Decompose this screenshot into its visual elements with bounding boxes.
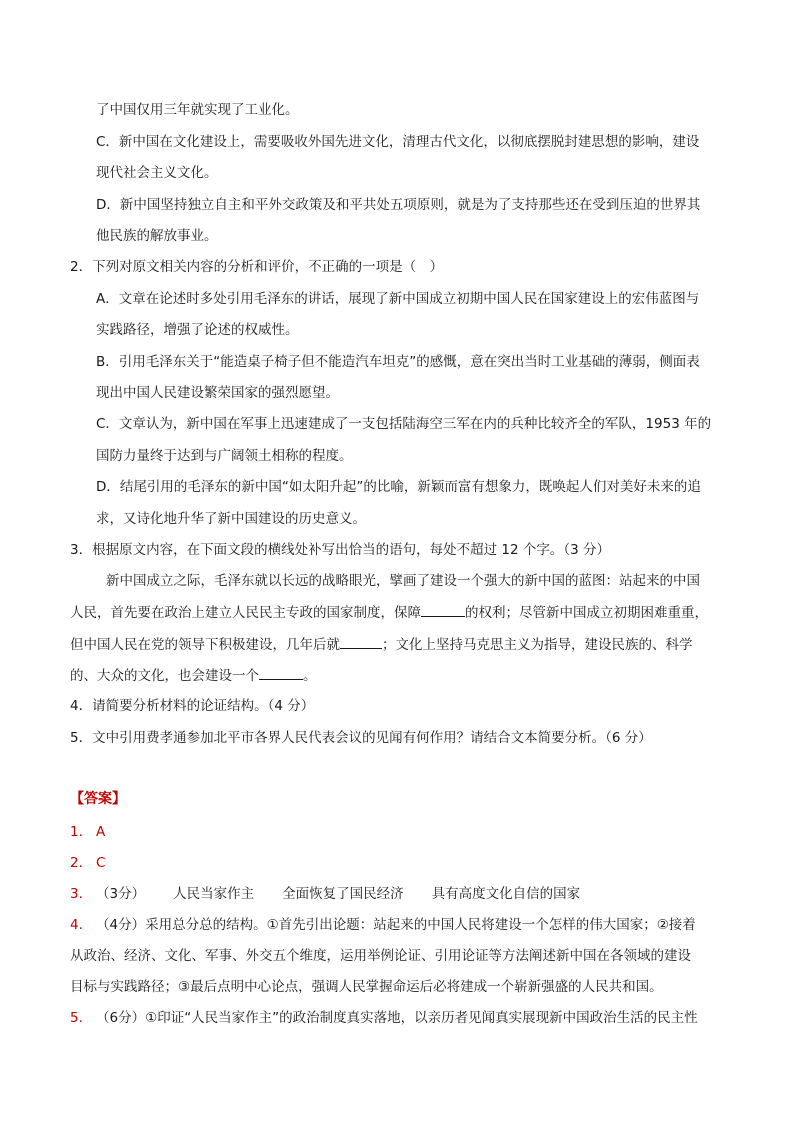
q3-passage-line3-a: 但中国人民在党的领导下积极建设，几年后就 [70,637,340,653]
answer-2-number: 2. [70,855,83,871]
q1-option-b-end: 了中国仅用三年就实现了工业化。 [96,102,299,118]
q3-passage-line2-a: 人民，首先要在政治上建立人民民主专政的国家制度，保障 [70,605,421,621]
answer-4-text-line3: 目标与实践路径；③最后点明中心论点，强调人民掌握命运后必将建成一个崭新强盛的人民共和国。 [70,979,663,995]
q2-option-d-line1: D．结尾引用的毛泽东的新中国“如太阳升起”的比喻，新颖而富有想象力，既唤起人们对美好未来的追 [96,479,701,495]
q5-stem: 5．文中引用费孝通参加北平市各界人民代表会议的见闻有何作用？请结合文本简要分析。（6 分） [70,730,652,746]
answer-2-value: C [96,855,106,871]
q3-passage-line3-b: ；文化上坚持马克思主义为指导，建设民族的、科学 [382,637,693,653]
answer-1-value: A [96,824,106,840]
q3-passage-line2 [70,602,708,623]
q3-passage-line4 [70,665,317,686]
q1-option-d-line1: D．新中国坚持独立自主和平外交政策及和平共处五项原则，就是为了支持那些还在受到压迫的世界其 [96,197,701,213]
q3-blank-2[interactable] [340,634,382,649]
answer-1 [70,822,105,842]
q1-option-c-line2: 现代社会主义文化。 [96,165,218,181]
answer-5-number: 5. [70,1010,83,1026]
q2-option-d-line2: 求，又诗化地升华了新中国建设的历史意义。 [96,511,366,527]
q3-passage-line2-b: 的权利；尽管新中国成立初期困难重重， [465,605,708,621]
answer-4-number: 4. [70,917,83,933]
answer-heading: 【答案】 [70,791,126,807]
answer-3-score: （3分） [96,886,146,902]
answer-4-text-line2: 从政治、经济、文化、军事、外交五个维度，运用举例论证、引用论证等方法阐述新中国在各领域的建设 [70,948,691,964]
answer-1-number: 1. [70,824,83,840]
answer-3-blank-1: 人民当家作主 [173,886,255,902]
answer-3-blank-2: 全面恢复了国民经济 [282,886,404,902]
answer-3 [70,884,580,904]
answer-3-blank-3: 具有高度文化自信的国家 [431,886,581,902]
answer-5-text-line1: （6分）①印证“人民当家作主”的政治制度真实落地，以亲历者见闻真实展现新中国政治生活的民主性 [96,1010,698,1026]
answer-2 [70,853,105,873]
q2-option-c-line2: 国防力量终于达到与广阔领土相称的程度。 [96,448,353,464]
q3-passage-line1: 新中国成立之际，毛泽东就以长远的战略眼光，擘画了建设一个强大的新中国的蓝图：站起来的中国 [106,573,700,589]
answer-5-line1 [70,1008,698,1028]
q2-option-b-line1: B．引用毛泽东关于“能造桌子椅子但不能造汽车坦克”的感慨，意在突出当时工业基础的薄弱，侧面表 [96,354,700,370]
q4-stem: 4．请简要分析材料的论证结构。（4 分） [70,698,315,714]
q3-blank-3[interactable] [259,665,303,680]
q3-passage-line3 [70,634,693,655]
q2-option-a-line1: A．文章在论述时多处引用毛泽东的讲话，展现了新中国成立初期中国人民在国家建设上的宏伟蓝图与 [96,291,700,307]
q1-option-c-line1: C．新中国在文化建设上，需要吸收外国先进文化，清理古代文化，以彻底摆脱封建思想的影响，建设 [96,134,700,150]
q3-passage-line4-a: 的、大众的文化，也会建设一个 [70,668,259,684]
q2-option-b-line2: 现出中国人民建设繁荣国家的强烈愿望。 [96,385,339,401]
q2-option-c-line1: C．文章认为，新中国在军事上迅速建成了一支包括陆海空三军在内的兵种比较齐全的军队，1953 年的 [96,416,712,432]
q3-passage-line4-b: 。 [303,668,317,684]
q2-option-a-line2: 实践路径，增强了论述的权威性。 [96,322,299,338]
answer-4-line1 [70,915,696,935]
q3-blank-1[interactable] [421,602,465,617]
answer-4-text-line1: （4分）采用总分总的结构。①首先引出论题：站起来的中国人民将建设一个怎样的伟大国家；②接着 [96,917,696,933]
answer-3-number: 3. [70,886,83,902]
q2-stem: 2．下列对原文相关内容的分析和评价，不正确的一项是（ ） [70,259,444,275]
q3-stem: 3．根据原文内容，在下面文段的横线处补写出恰当的语句，每处不超过 12 个字。（3 分） [70,542,610,558]
q1-option-d-line2: 他民族的解放事业。 [96,228,218,244]
